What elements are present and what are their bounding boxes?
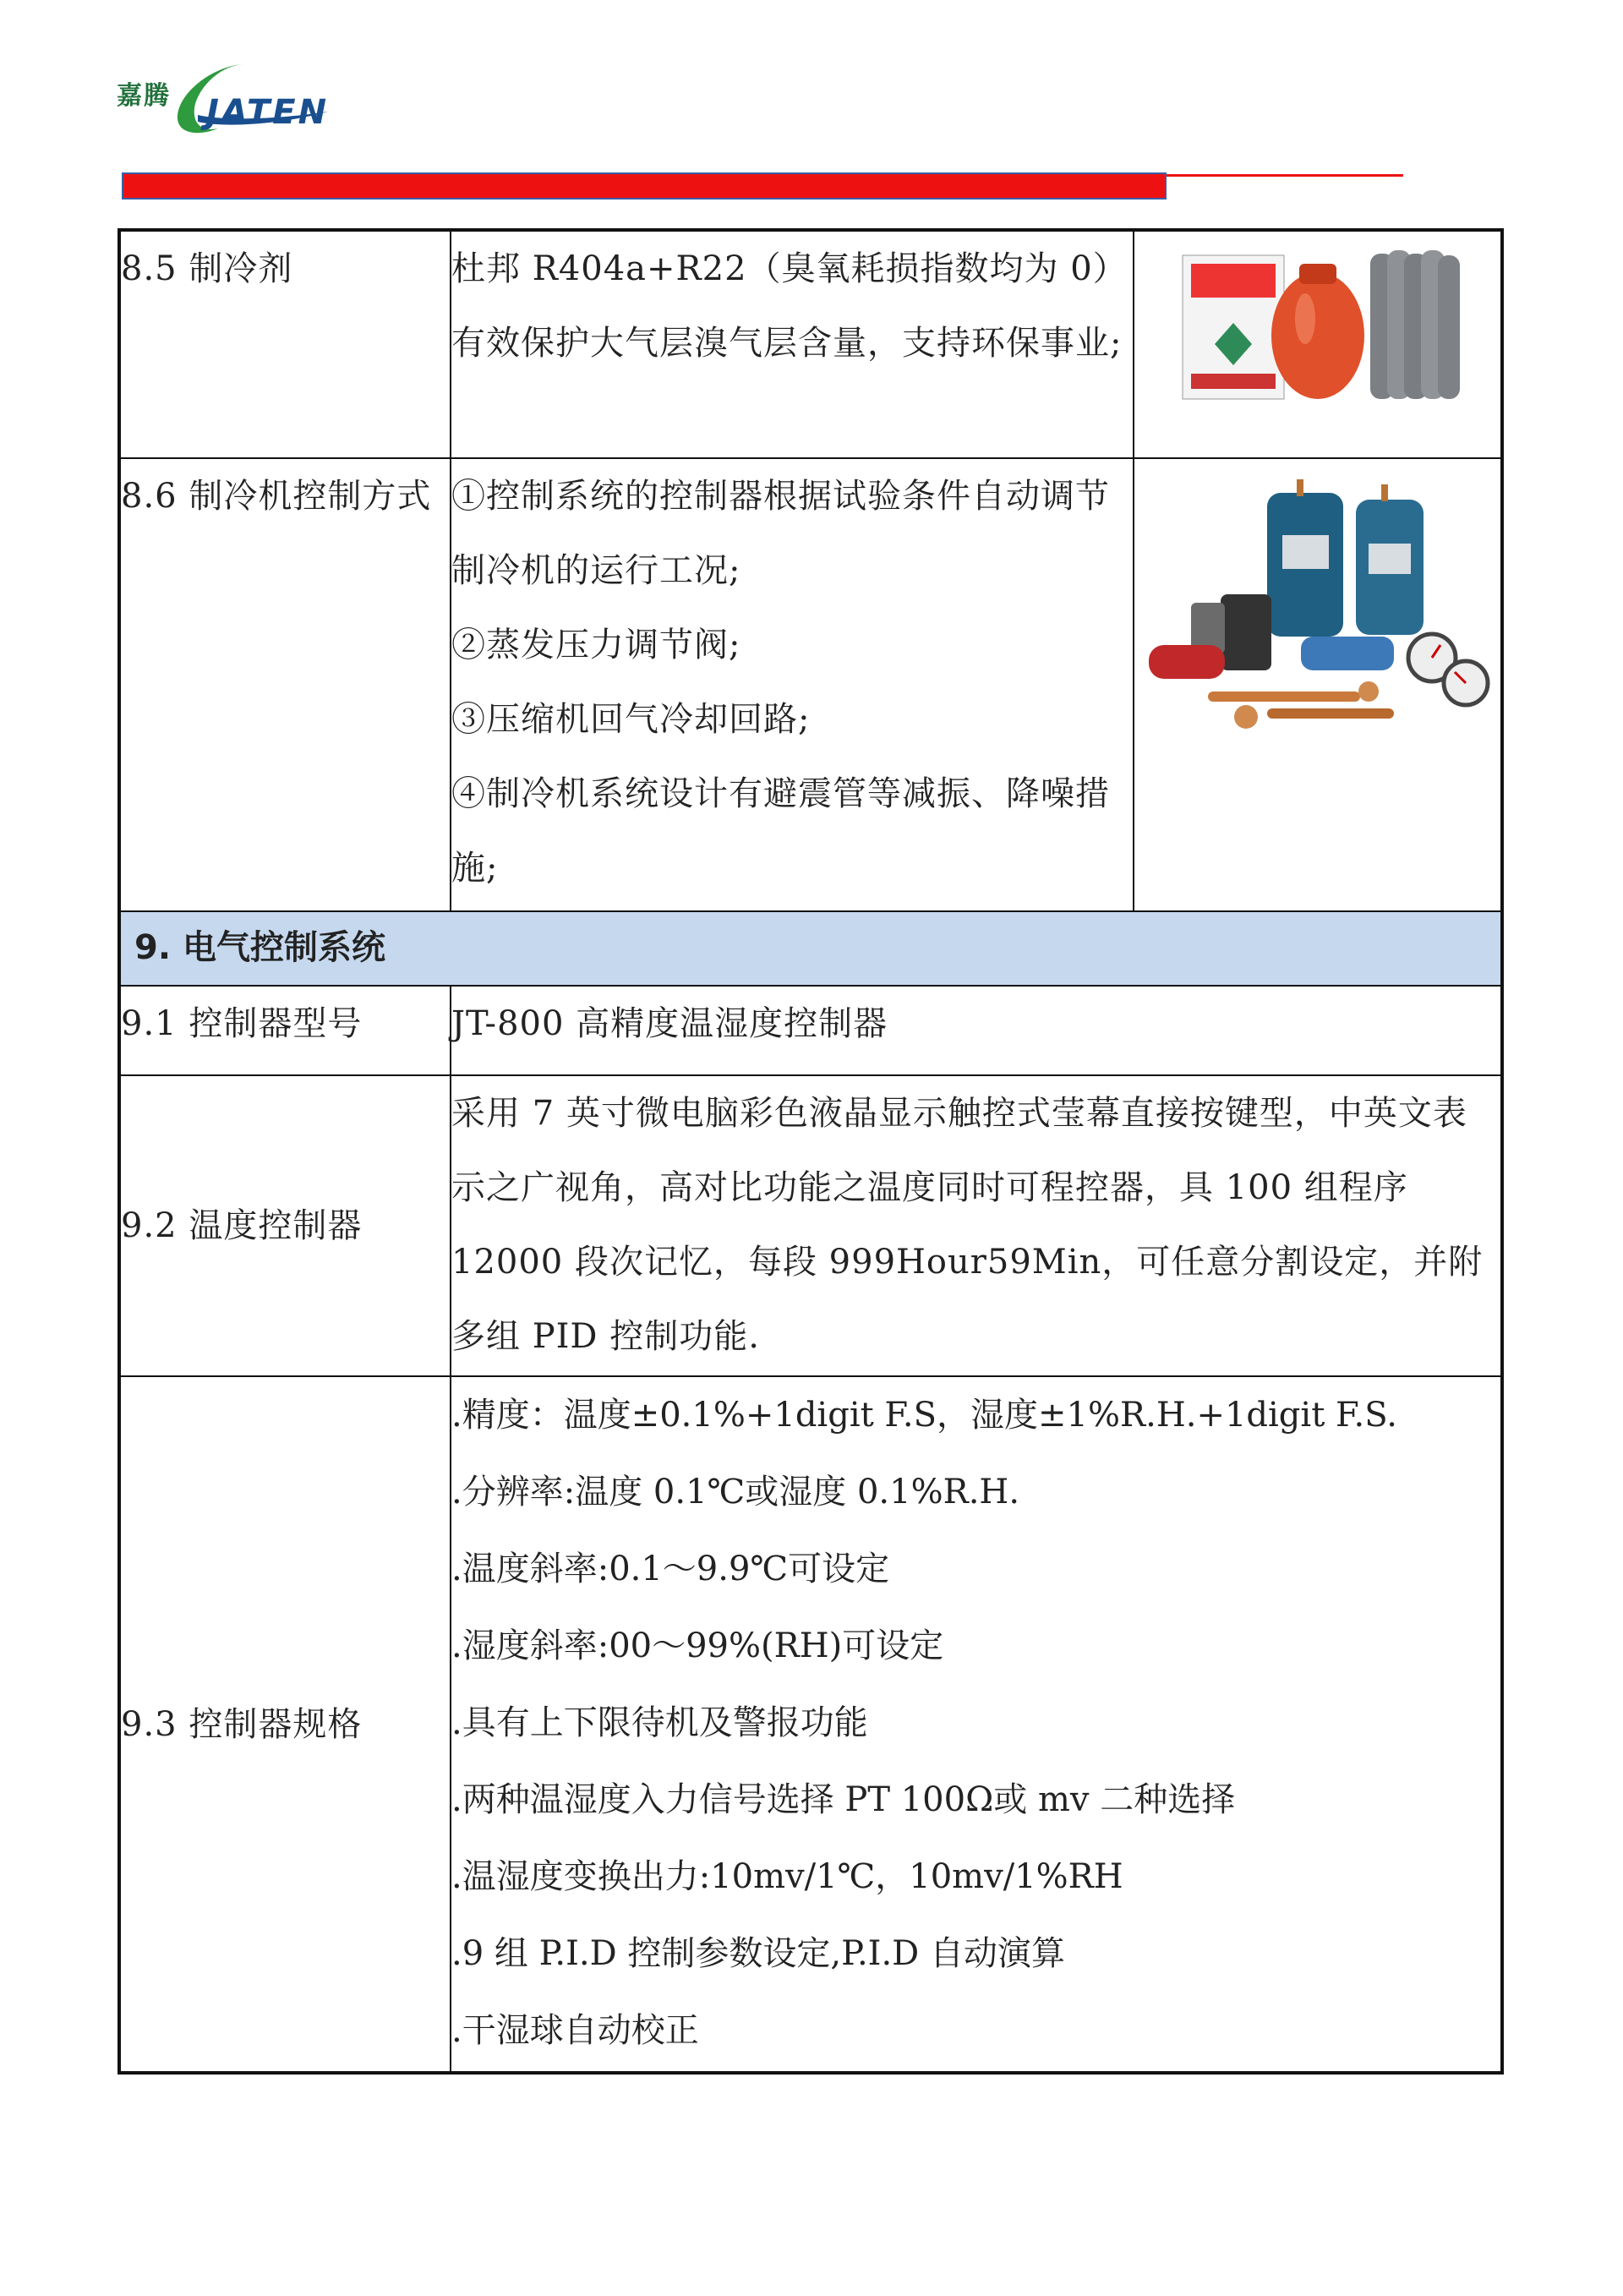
row-label: 9.2 温度控制器 xyxy=(119,1075,451,1376)
temperature-controller-text: 采用 7 英寸微电脑彩色液晶显示触控式莹幕直接按键型，中英文表示之广视角，高对比功能之温度同时可程控器，具 100 组程序 12000 段次记忆，每段 999Hour59Min，可任意分割设定，并附多组 PID 控制功能. xyxy=(451,1094,1484,1356)
list-item: .精度：温度±0.1%+1digit F.S，湿度±1%R.H.+1digit F.S. xyxy=(451,1396,1397,1435)
components-image-cell xyxy=(1134,458,1502,911)
list-item: .温度斜率:0.1～9.9℃可设定 xyxy=(451,1550,890,1588)
table-row-8-6 xyxy=(119,458,1502,911)
header-red-line xyxy=(1167,174,1403,177)
list-item: ③压缩机回气冷却回路; xyxy=(451,700,811,739)
section-header-row xyxy=(119,911,1502,986)
table-row-9-3 xyxy=(119,1376,1502,2073)
refrigeration-components-icon xyxy=(1140,476,1495,746)
refrigerant-cylinders-icon xyxy=(1157,238,1478,407)
list-item: .具有上下限待机及警报功能 xyxy=(451,1703,868,1742)
list-item: ④制冷机系统设计有避震管等减振、降噪措施; xyxy=(451,774,1110,888)
spec-table xyxy=(117,228,1504,2075)
logo-english-text: JATEN xyxy=(206,93,330,132)
company-logo xyxy=(117,56,336,140)
controller-model-text: JT-800 高精度温湿度控制器 xyxy=(451,1004,888,1043)
row-text xyxy=(451,458,1134,911)
section-title: 9. 电气控制系统 xyxy=(119,911,1502,986)
row-text xyxy=(451,1075,1502,1376)
list-item: .两种温湿度入力信号选择 PT 100Ω或 mv 二种选择 xyxy=(451,1780,1236,1819)
row-label: 8.6 制冷机控制方式 xyxy=(119,458,451,911)
table-row-9-1 xyxy=(119,986,1502,1075)
row-label: 8.5 制冷剂 xyxy=(119,230,451,458)
row-text xyxy=(451,986,1502,1075)
list-item: .湿度斜率:00～99%(RH)可设定 xyxy=(451,1626,944,1665)
list-item: .干湿球自动校正 xyxy=(451,2011,699,2050)
row-text xyxy=(451,230,1134,458)
logo-chinese-text: 嘉腾 xyxy=(117,81,171,111)
list-item: .温湿度变换出力:10mv/1℃，10mv/1%RH xyxy=(451,1857,1123,1896)
list-item: ①控制系统的控制器根据试验条件自动调节制冷机的运行工况; xyxy=(451,477,1110,590)
list-item: ②蒸发压力调节阀; xyxy=(451,626,741,664)
header-red-bar xyxy=(122,172,1167,200)
row-text xyxy=(451,1376,1502,2073)
table-row-8-5 xyxy=(119,230,1502,458)
table-row-9-2 xyxy=(119,1075,1502,1376)
list-item: .分辨率:温度 0.1℃或湿度 0.1%R.H. xyxy=(451,1473,1020,1512)
row-label: 9.3 控制器规格 xyxy=(119,1376,451,2073)
list-item: .9 组 P.I.D 控制参数设定,P.I.D 自动演算 xyxy=(451,1934,1065,1973)
refrigerant-image-cell xyxy=(1134,230,1502,458)
row-label: 9.1 控制器型号 xyxy=(119,986,451,1075)
refrigerant-text: 杜邦 R404a+R22（臭氧耗损指数均为 0）有效保护大气层溴气层含量，支持环保事业; xyxy=(451,249,1128,363)
